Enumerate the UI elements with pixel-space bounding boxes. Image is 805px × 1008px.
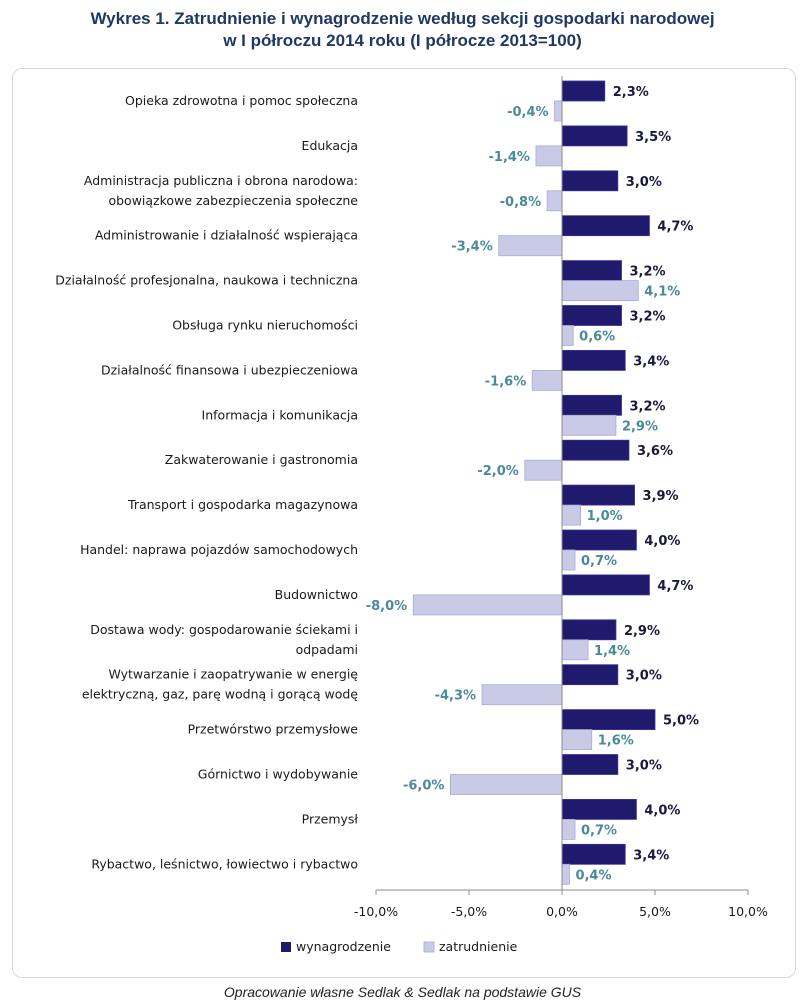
bar-zatrudnienie — [562, 864, 569, 884]
data-label-zatrudnienie: 0,6% — [579, 329, 616, 345]
data-label-zatrudnienie: -4,3% — [434, 688, 477, 704]
data-label-wynagrodzenie: 3,9% — [642, 489, 679, 505]
bar-wynagrodzenie — [562, 755, 618, 775]
data-label-wynagrodzenie: 5,0% — [663, 713, 700, 729]
bar-wynagrodzenie — [562, 665, 618, 685]
data-label-wynagrodzenie: 3,0% — [625, 668, 662, 684]
bar-wynagrodzenie — [562, 799, 636, 819]
data-label-wynagrodzenie: 2,9% — [623, 623, 661, 639]
data-label-zatrudnienie: -8,0% — [365, 598, 408, 614]
category-label: Przemysł — [301, 811, 358, 827]
data-label-zatrudnienie: -1,6% — [484, 374, 527, 390]
category-label: Edukacja — [301, 137, 358, 153]
data-label-zatrudnienie: -6,0% — [402, 778, 445, 794]
data-label-wynagrodzenie: 4,0% — [644, 534, 681, 549]
bar-zatrudnienie — [450, 775, 562, 795]
bar-wynagrodzenie — [562, 126, 627, 146]
data-label-wynagrodzenie: 3,4% — [633, 848, 670, 864]
bar-zatrudnienie — [562, 415, 616, 435]
category-label: Przetwórstwo przemysłowe — [187, 721, 358, 737]
bar-zatrudnienie — [555, 101, 562, 121]
data-label-wynagrodzenie: 3,4% — [633, 354, 670, 370]
bar-zatrudnienie — [532, 370, 562, 390]
legend-swatch-zatrudnienie — [424, 942, 434, 952]
bar-wynagrodzenie — [562, 171, 618, 191]
chart-title-line-2: w I półroczu 2014 roku (I półrocze 2013=100) — [223, 31, 582, 50]
legend-swatch-wynagrodzenie — [281, 942, 291, 952]
bar-wynagrodzenie — [562, 530, 636, 550]
x-tick-label: 0,0% — [546, 904, 578, 919]
data-label-zatrudnienie: -2,0% — [477, 464, 519, 480]
bar-zatrudnienie — [525, 460, 562, 480]
bar-zatrudnienie — [413, 595, 562, 615]
x-tick-label: 10,0% — [728, 904, 768, 919]
data-label-wynagrodzenie: 4,7% — [657, 219, 694, 235]
category-label: Budownictwo — [274, 586, 358, 602]
data-label-wynagrodzenie: 4,0% — [644, 803, 681, 819]
data-label-zatrudnienie: 0,4% — [575, 868, 612, 884]
bar-zatrudnienie — [562, 281, 638, 301]
data-label-zatrudnienie: -1,4% — [488, 149, 530, 165]
bar-wynagrodzenie — [562, 81, 605, 101]
bar-zatrudnienie — [536, 146, 562, 166]
category-label: Górnictwo i wydobywanie — [197, 766, 358, 782]
data-label-zatrudnienie: 1,6% — [597, 733, 634, 749]
chart-title-line-1: Wykres 1. Zatrudnienie i wynagrodzenie według sekcji gospodarki narodowej — [90, 9, 715, 28]
bar-wynagrodzenie — [562, 575, 649, 595]
bar-zatrudnienie — [562, 326, 573, 346]
data-label-zatrudnienie: -3,4% — [451, 239, 493, 255]
bar-wynagrodzenie — [562, 844, 625, 864]
bar-zatrudnienie — [482, 685, 562, 705]
category-label: Działalność profesjonalna, naukowa i techniczna — [55, 272, 358, 288]
data-label-wynagrodzenie: 4,7% — [657, 578, 694, 594]
bar-zatrudnienie — [547, 191, 562, 211]
category-label: elektryczną, gaz, parę wodną i gorącą wodę — [81, 686, 358, 702]
data-label-wynagrodzenie: 3,2% — [629, 399, 666, 415]
category-label: Obsługa rynku nieruchomości — [172, 317, 358, 333]
x-tick-label: -5,0% — [450, 904, 488, 919]
x-tick-label: 5,0% — [639, 904, 671, 919]
data-label-wynagrodzenie: 3,2% — [629, 309, 666, 325]
bar-zatrudnienie — [562, 640, 588, 660]
category-label: Działalność finansowa i ubezpieczeniowa — [100, 362, 358, 378]
category-label: Transport i gospodarka magazynowa — [128, 497, 358, 513]
category-label: odpadami — [295, 641, 358, 657]
category-label: Dostawa wody: gospodarowanie ściekami i — [90, 621, 358, 637]
bar-wynagrodzenie — [562, 440, 629, 460]
legend-label-wynagrodzenie: wynagrodzenie — [296, 939, 391, 954]
bar-zatrudnienie — [562, 819, 575, 839]
category-label: Wytwarzanie i zaopatrywanie w energię — [108, 666, 358, 682]
category-label: Informacja i komunikacja — [201, 407, 358, 423]
category-label: obowiązkowe zabezpieczenia społeczne — [108, 192, 358, 208]
data-label-wynagrodzenie: 3,6% — [636, 444, 674, 460]
bar-wynagrodzenie — [562, 261, 622, 281]
category-label: Opieka zdrowotna i pomoc społeczna — [125, 93, 358, 108]
category-label: Zakwaterowanie i gastronomia — [164, 452, 358, 468]
legend-label-zatrudnienie: zatrudnienie — [439, 939, 518, 954]
category-label: Administrowanie i działalność wspierająca — [94, 227, 358, 243]
data-label-zatrudnienie: 4,1% — [644, 284, 681, 300]
bar-zatrudnienie — [562, 730, 592, 750]
data-label-wynagrodzenie: 3,0% — [625, 758, 662, 774]
data-label-zatrudnienie: 0,7% — [581, 823, 618, 839]
bar-wynagrodzenie — [562, 485, 635, 505]
data-label-wynagrodzenie: 2,3% — [612, 85, 649, 100]
bar-wynagrodzenie — [562, 395, 622, 415]
data-label-zatrudnienie: 1,4% — [594, 643, 631, 659]
category-label: Rybactwo, leśnictwo, łowiectwo i rybactwo — [91, 856, 358, 872]
bar-wynagrodzenie — [562, 306, 622, 326]
x-tick-label: -10,0% — [353, 904, 399, 919]
bar-wynagrodzenie — [562, 350, 625, 370]
data-label-zatrudnienie: -0,8% — [499, 194, 542, 210]
category-label: Administracja publiczna i obrona narodowa: — [83, 172, 358, 188]
data-label-wynagrodzenie: 3,0% — [625, 174, 662, 190]
data-label-zatrudnienie: 2,9% — [621, 419, 659, 435]
bar-wynagrodzenie — [562, 710, 655, 730]
data-label-zatrudnienie: 1,0% — [586, 509, 623, 525]
source-note: Opracowanie własne Sedlak & Sedlak na podstawie GUS — [223, 984, 582, 1000]
data-label-wynagrodzenie: 3,2% — [629, 264, 666, 280]
bar-zatrudnienie — [562, 505, 581, 525]
data-label-zatrudnienie: -0,4% — [507, 105, 549, 120]
bar-wynagrodzenie — [562, 216, 649, 236]
data-label-zatrudnienie: 0,7% — [581, 554, 618, 569]
bar-zatrudnienie — [562, 550, 575, 570]
data-label-wynagrodzenie: 3,5% — [635, 129, 672, 145]
bar-zatrudnienie — [499, 236, 562, 256]
bar-wynagrodzenie — [562, 620, 616, 640]
category-label: Handel: naprawa pojazdów samochodowych — [80, 542, 358, 557]
